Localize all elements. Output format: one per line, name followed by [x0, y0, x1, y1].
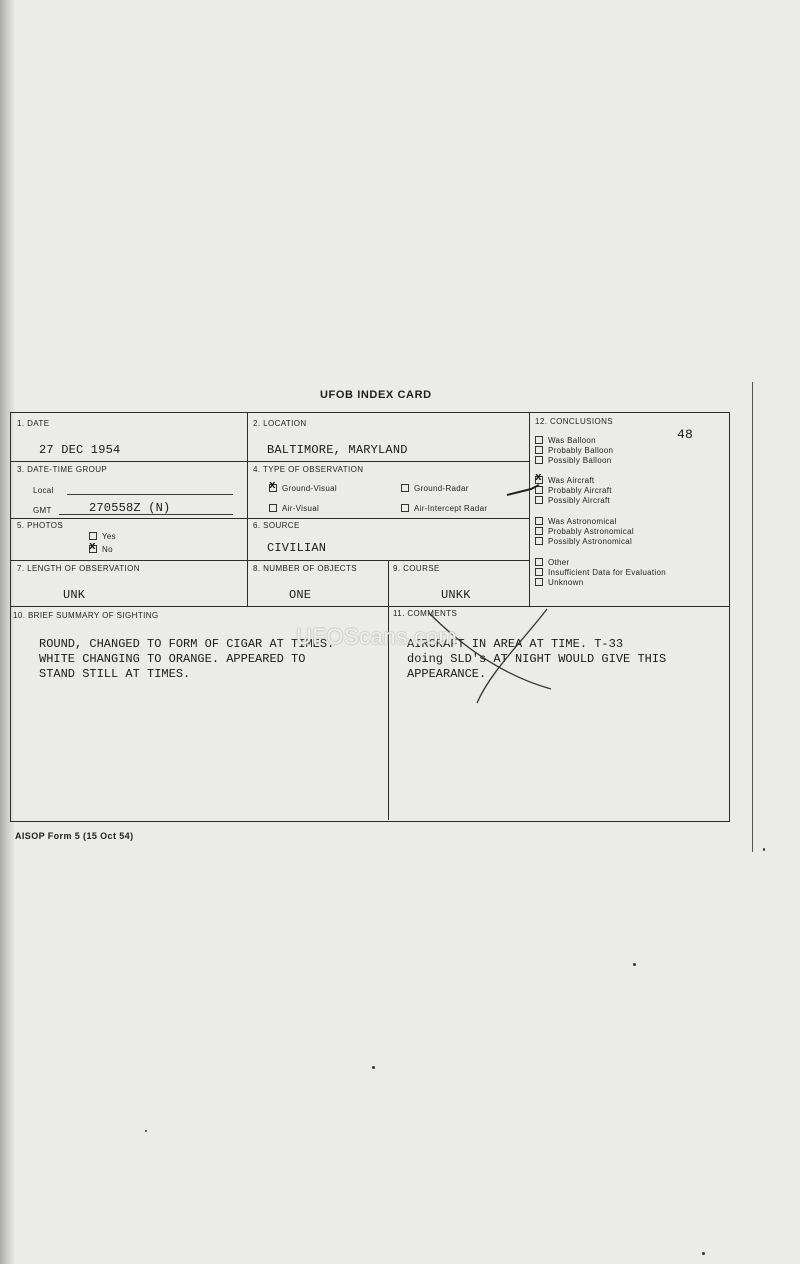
scan-speck — [633, 963, 636, 966]
scan-speck — [763, 848, 765, 851]
photos-yes: Yes — [89, 532, 116, 541]
course-value: UNKK — [441, 588, 471, 602]
date-value: 27 DEC 1954 — [39, 443, 121, 457]
conclusion-item: Possibly Astronomical — [535, 537, 632, 546]
type-option-air-visual: Air-Visual — [269, 504, 319, 513]
course-label: 9. COURSE — [393, 564, 440, 573]
comments-label: 11. COMMENTS — [393, 609, 458, 618]
scan-speck — [372, 1066, 375, 1069]
summary-label: 10. BRIEF SUMMARY OF SIGHTING — [13, 611, 159, 620]
card-title: UFOB INDEX CARD — [320, 389, 432, 401]
photos-label: 5. PHOTOS — [17, 521, 64, 530]
conclusion-item: Possibly Aircraft — [535, 496, 610, 505]
conclusion-item: Unknown — [535, 578, 583, 587]
location-value: BALTIMORE, MARYLAND — [267, 443, 408, 457]
conclusions-label: 12. CONCLUSIONS — [535, 417, 614, 426]
case-number: 48 — [677, 427, 694, 442]
conclusion-item: Other — [535, 558, 570, 567]
index-card — [10, 412, 730, 822]
conclusion-item: Possibly Balloon — [535, 456, 612, 465]
location-label: 2. LOCATION — [253, 419, 307, 428]
date-label: 1. DATE — [17, 419, 50, 428]
summary-text: ROUND, CHANGED TO FORM OF CIGAR AT TIMES. WHITE CHANGING TO ORANGE. APPEARED TO STAND STILL AT TIMES. — [39, 637, 335, 681]
dtg-label: 3. DATE-TIME GROUP — [17, 465, 108, 474]
type-option-ground-visual: xGround-Visual — [269, 484, 337, 493]
gmt-label: GMT — [33, 506, 52, 515]
conclusion-item: Probably Astronomical — [535, 527, 634, 536]
conclusion-item: Insufficient Data for Evaluation — [535, 568, 666, 577]
scan-speck — [145, 1130, 147, 1132]
scan-speck — [702, 1252, 705, 1255]
conclusion-item: Probably Balloon — [535, 446, 613, 455]
source-value: CIVILIAN — [267, 541, 327, 555]
photos-no: xNo — [89, 545, 113, 554]
type-option-air-intercept-radar: Air-Intercept Radar — [401, 504, 487, 513]
conclusion-item: Was Balloon — [535, 436, 596, 445]
length-label: 7. LENGTH OF OBSERVATION — [17, 564, 140, 573]
form-footer: AISOP Form 5 (15 Oct 54) — [15, 831, 134, 841]
type-option-ground-radar: Ground-Radar — [401, 484, 469, 493]
objects-value: ONE — [289, 588, 312, 602]
comments-text: AIRCRAFT IN AREA AT TIME. T-33 doing SLD's AT NIGHT WOULD GIVE THIS APPEARANCE. — [407, 637, 667, 681]
conclusion-item: xWas Aircraft — [535, 476, 594, 485]
handwritten-marks — [11, 413, 729, 821]
source-label: 6. SOURCE — [253, 521, 300, 530]
objects-label: 8. NUMBER OF OBJECTS — [253, 564, 358, 573]
local-label: Local — [33, 486, 54, 495]
type-label: 4. TYPE OF OBSERVATION — [253, 465, 364, 474]
page-fold-line — [752, 382, 753, 852]
length-value: UNK — [63, 588, 86, 602]
conclusion-item: Probably Aircraft — [535, 486, 612, 495]
watermark: UFOScans.com — [296, 624, 458, 649]
gmt-value: 270558Z (N) — [89, 501, 171, 515]
conclusion-item: Was Astronomical — [535, 517, 617, 526]
